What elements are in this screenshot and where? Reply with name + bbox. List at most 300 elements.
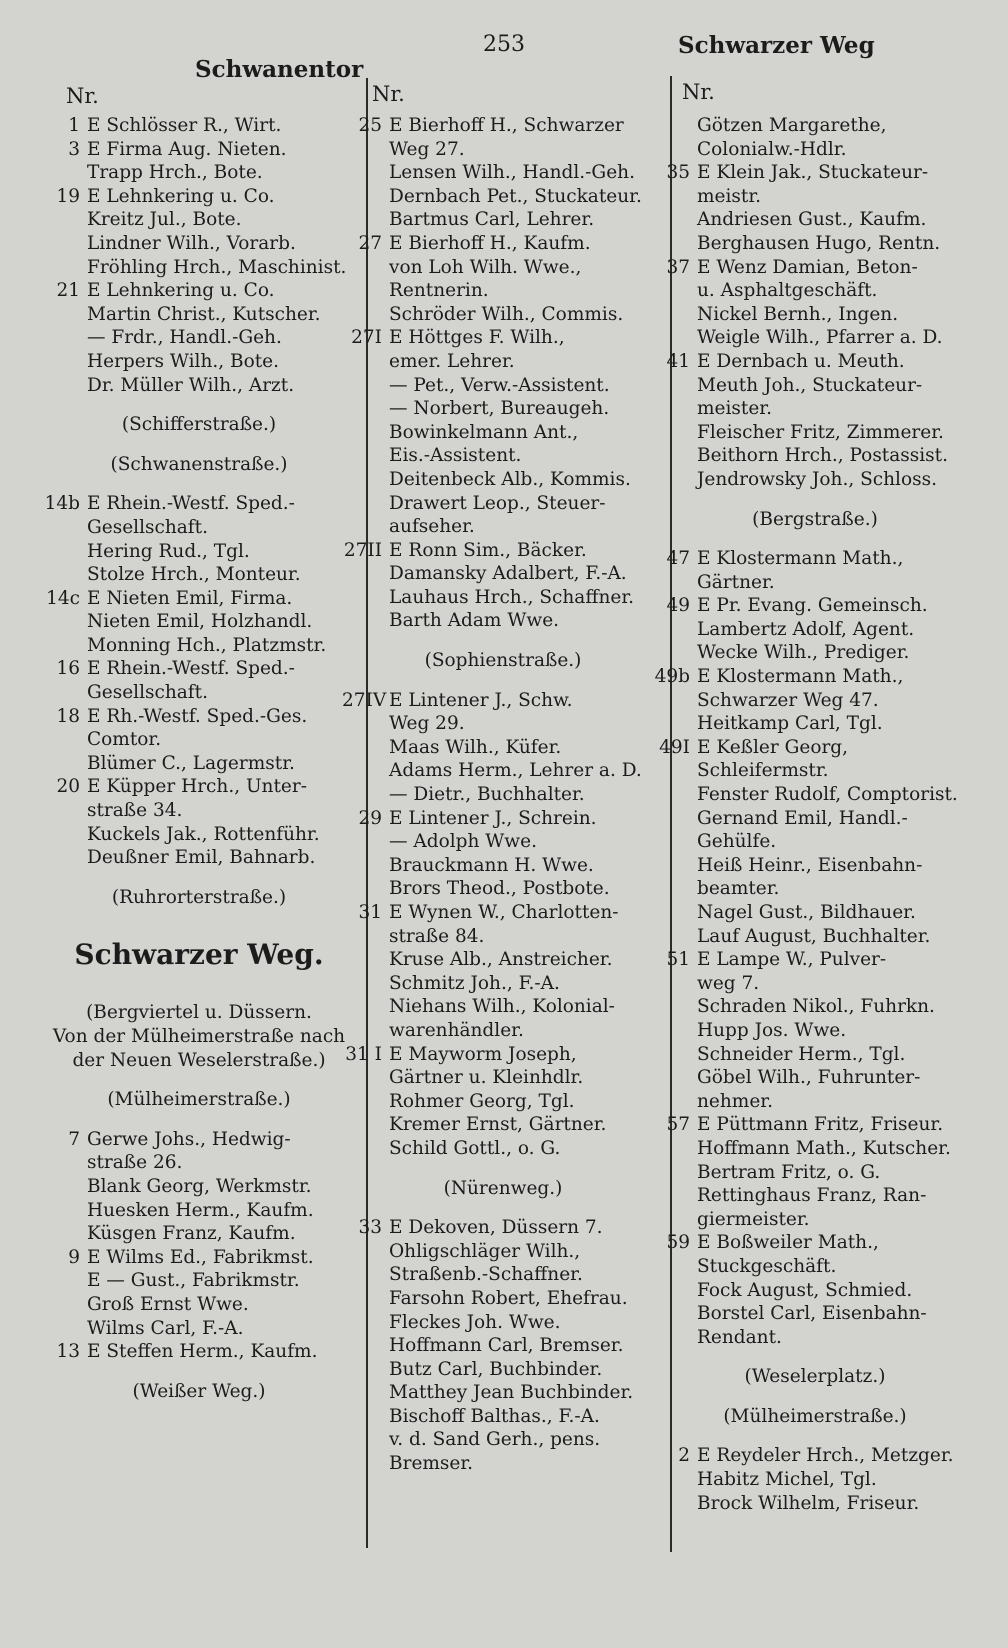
entry-text: weg 7.	[697, 972, 760, 994]
entry-text: E Ronn Sim., Bäcker.	[389, 539, 587, 561]
column-3	[650, 114, 980, 1515]
entry-text: Fleckes Joh. Wwe.	[389, 1311, 561, 1333]
entry-text: Weg 29.	[389, 713, 465, 735]
entry-text: Deußner Emil, Bahnarb.	[87, 847, 316, 869]
entry-text: Niehans Wilh., Kolonial-	[389, 996, 615, 1018]
entry-text: Andriesen Gust., Kaufm.	[697, 209, 927, 231]
entry-text: Lambertz Adolf, Agent.	[697, 618, 915, 640]
directory-entry	[650, 1302, 980, 1326]
directory-entry	[650, 232, 980, 256]
directory-entry	[342, 948, 664, 972]
directory-entry	[40, 846, 358, 870]
house-number: 49	[666, 595, 690, 617]
nr-label-col3: Nr.	[682, 80, 715, 104]
entry-text: Lauf August, Buchhalter.	[697, 925, 931, 947]
entry-text: Monning Hch., Platzmstr.	[87, 634, 327, 656]
entry-text: u. Asphaltgeschäft.	[697, 280, 878, 302]
directory-entry	[40, 705, 358, 729]
directory-entry	[40, 256, 358, 280]
directory-entry	[650, 972, 980, 996]
house-number: 47	[666, 548, 690, 570]
nr-label-col2: Nr.	[372, 82, 405, 106]
entry-text: E Küpper Hrch., Unter-	[87, 776, 307, 798]
entry-text: Schleifermstr.	[697, 760, 829, 782]
entry-text: Hoffmann Carl, Bremser.	[389, 1335, 624, 1357]
entry-text: E — Gust., Fabrikmstr.	[87, 1270, 300, 1292]
entry-text: von Loh Wilh. Wwe.,	[389, 256, 582, 278]
entry-text: E Wilms Ed., Fabrikmst.	[87, 1246, 314, 1268]
directory-entry	[40, 185, 358, 209]
street-heading: (Mülheimerstraße.)	[723, 1405, 907, 1427]
directory-entry	[40, 350, 358, 374]
entry-text: straße 84.	[389, 925, 485, 947]
directory-entry	[40, 1151, 358, 1175]
directory-entry	[40, 823, 358, 847]
street-heading: (Schifferstraße.)	[121, 414, 277, 436]
entry-text: Bowinkelmann Ant.,	[389, 421, 579, 443]
house-number: 49I	[659, 736, 690, 758]
entry-text: meistr.	[697, 185, 762, 207]
entry-text: Schwarzer Weg 47.	[697, 689, 879, 711]
directory-entry	[342, 1090, 664, 1114]
directory-entry	[342, 161, 664, 185]
directory-entry	[342, 901, 664, 925]
entry-text: Fenster Rudolf, Comptorist.	[697, 784, 958, 806]
entry-text: meister.	[697, 398, 772, 420]
entry-text: E Lampe W., Pulver-	[697, 949, 887, 971]
column-1	[40, 114, 358, 1403]
directory-entry	[40, 610, 358, 634]
entry-text: Schröder Wilh., Commis.	[389, 303, 624, 325]
directory-entry	[40, 587, 358, 611]
directory-entry	[342, 1405, 664, 1429]
directory-entry	[650, 1019, 980, 1043]
street-heading: (Schwanenstraße.)	[110, 453, 288, 475]
house-number: 35	[666, 162, 690, 184]
entry-text: Straßenb.-Schaffner.	[389, 1264, 583, 1286]
entry-text: Brors Theod., Postbote.	[389, 878, 610, 900]
house-number: 20	[56, 776, 80, 798]
house-number: 14c	[46, 587, 80, 609]
house-number: 2	[678, 1445, 690, 1467]
entry-text: Lindner Wilh., Vorarb.	[87, 232, 296, 254]
entry-text: E Steffen Herm., Kaufm.	[87, 1341, 318, 1363]
directory-entry	[650, 1113, 980, 1137]
directory-entry	[342, 468, 664, 492]
entry-text: — Dietr., Buchhalter.	[389, 784, 585, 806]
directory-entry	[342, 1066, 664, 1090]
entry-text: Dr. Müller Wilh., Arzt.	[87, 374, 295, 396]
street-heading: (Weselerplatz.)	[744, 1366, 886, 1388]
page-number: 253	[483, 32, 525, 57]
directory-entry	[40, 563, 358, 587]
street-heading: (Nürenweg.)	[443, 1177, 563, 1199]
nr-label-col1: Nr.	[66, 84, 99, 108]
directory-entry	[342, 256, 664, 280]
entry-text: — Adolph Wwe.	[389, 831, 537, 853]
street-heading: (Sophienstraße.)	[424, 650, 582, 672]
directory-entry	[650, 1137, 980, 1161]
directory-entry	[342, 1311, 664, 1335]
entry-text: Bremser.	[389, 1453, 474, 1475]
entry-text: Stolze Hrch., Monteur.	[87, 564, 301, 586]
entry-text: E Klein Jak., Stuckateur-	[697, 162, 929, 184]
directory-entry	[342, 1428, 664, 1452]
entry-text: Comtor.	[87, 729, 162, 751]
directory-entry	[650, 854, 980, 878]
entry-text: Blank Georg, Werkmstr.	[87, 1175, 312, 1197]
directory-entry	[40, 775, 358, 799]
directory-entry	[650, 618, 980, 642]
entry-text: Gärtner.	[697, 571, 775, 593]
directory-entry	[40, 1340, 358, 1364]
entry-text: Hering Rud., Tgl.	[87, 540, 250, 562]
directory-entry	[650, 901, 980, 925]
directory-entry	[342, 759, 664, 783]
directory-entry	[342, 1043, 664, 1067]
entry-text: straße 34.	[87, 800, 183, 822]
directory-entry	[650, 161, 980, 185]
directory-entry	[650, 995, 980, 1019]
directory-entry	[342, 1113, 664, 1137]
directory-entry	[342, 279, 664, 303]
directory-entry	[342, 972, 664, 996]
entry-text: E Keßler Georg,	[697, 736, 849, 758]
entry-text: Gerwe Johs., Hedwig-	[87, 1128, 291, 1150]
entry-text: Heiß Heinr., Eisenbahn-	[697, 854, 923, 876]
entry-text: E Bierhoff H., Kaufm.	[389, 232, 591, 254]
entry-text: Damansky Adalbert, F.-A.	[389, 563, 627, 585]
directory-entry	[342, 1240, 664, 1264]
house-number: 27I	[351, 327, 382, 349]
directory-entry	[342, 492, 664, 516]
entry-text: aufseher.	[389, 516, 475, 538]
directory-entry	[40, 492, 358, 516]
entry-text: Borstel Carl, Eisenbahn-	[697, 1303, 927, 1325]
directory-entry	[650, 397, 980, 421]
entry-text: Bartmus Carl, Lehrer.	[389, 209, 595, 231]
directory-entry	[40, 1222, 358, 1246]
directory-entry	[342, 1216, 664, 1240]
directory-entry	[40, 1128, 358, 1152]
street-heading: (Bergstraße.)	[752, 508, 878, 530]
entry-text: Maas Wilh., Küfer.	[389, 736, 562, 758]
directory-entry	[650, 279, 980, 303]
directory-entry	[650, 759, 980, 783]
directory-entry	[342, 854, 664, 878]
street-heading: (Weißer Weg.)	[132, 1380, 266, 1402]
directory-entry	[342, 421, 664, 445]
directory-entry	[40, 728, 358, 752]
directory-entry	[342, 586, 664, 610]
entry-text: nehmer.	[697, 1090, 773, 1112]
house-number: 7	[68, 1128, 80, 1150]
entry-text: Schild Gottl., o. G.	[389, 1137, 561, 1159]
house-number: 57	[666, 1114, 690, 1136]
house-number: 18	[56, 705, 80, 727]
directory-entry	[650, 114, 980, 138]
entry-text: Rendant.	[697, 1326, 782, 1348]
entry-text: Fleischer Fritz, Zimmerer.	[697, 421, 944, 443]
entry-text: giermeister.	[697, 1208, 810, 1230]
directory-entry	[650, 571, 980, 595]
directory-entry	[650, 185, 980, 209]
directory-entry	[650, 468, 980, 492]
directory-entry	[342, 712, 664, 736]
directory-entry	[342, 609, 664, 633]
directory-entry	[40, 374, 358, 398]
entry-text: Weigle Wilh., Pfarrer a. D.	[697, 327, 943, 349]
section-desc-line: Von der Mülheimerstraße nach	[52, 1026, 346, 1047]
entry-text: Kuckels Jak., Rottenführ.	[87, 823, 320, 845]
column-2	[342, 114, 664, 1476]
entry-text: Göbel Wilh., Fuhrunter-	[697, 1067, 921, 1089]
directory-entry	[650, 1043, 980, 1067]
directory-entry	[40, 232, 358, 256]
house-number: 51	[666, 949, 690, 971]
entry-text: Beithorn Hrch., Postassist.	[697, 445, 948, 467]
entry-text: straße 26.	[87, 1152, 183, 1174]
entry-text: Schraden Nikol., Fuhrkn.	[697, 996, 935, 1018]
directory-entry	[40, 1269, 358, 1293]
entry-text: Kremer Ernst, Gärtner.	[389, 1114, 607, 1136]
entry-text: Fock August, Schmied.	[697, 1279, 913, 1301]
directory-entry	[650, 303, 980, 327]
directory-entry	[650, 1208, 980, 1232]
directory-entry	[650, 736, 980, 760]
directory-entry	[650, 208, 980, 232]
directory-entry	[650, 138, 980, 162]
entry-text: Gärtner u. Kleinhdlr.	[389, 1067, 584, 1089]
directory-entry	[650, 421, 980, 445]
directory-entry	[40, 1199, 358, 1223]
directory-entry	[342, 1019, 664, 1043]
entry-text: Stuckgeschäft.	[697, 1255, 837, 1277]
entry-text: Barth Adam Wwe.	[389, 610, 560, 632]
directory-entry	[342, 303, 664, 327]
entry-text: Blümer C., Lagermstr.	[87, 752, 295, 774]
directory-entry	[40, 138, 358, 162]
house-number: 25	[358, 115, 382, 136]
entry-text: Gesellschaft.	[87, 516, 208, 538]
directory-entry	[342, 374, 664, 398]
house-number: 1	[68, 115, 80, 136]
entry-text: Farsohn Robert, Ehefrau.	[389, 1287, 628, 1309]
house-number: 31	[358, 902, 382, 923]
directory-entry	[40, 657, 358, 681]
entry-text: Rentnerin.	[389, 280, 489, 302]
directory-entry	[650, 1090, 980, 1114]
directory-entry	[40, 681, 358, 705]
directory-entry	[342, 925, 664, 949]
directory-entry	[650, 712, 980, 736]
entry-text: E Lehnkering u. Co.	[87, 280, 275, 302]
entry-text: Wilms Carl, F.-A.	[87, 1317, 244, 1339]
directory-entry	[342, 208, 664, 232]
house-number: 27	[358, 232, 382, 254]
entry-text: E Rhein.-Westf. Sped.-	[87, 493, 295, 515]
entry-text: Götzen Margarethe,	[697, 115, 887, 136]
directory-entry	[650, 925, 980, 949]
directory-entry	[342, 350, 664, 374]
directory-entry	[650, 326, 980, 350]
house-number: 27II	[343, 539, 382, 561]
entry-text: E Boßweiler Math.,	[697, 1232, 879, 1254]
entry-text: Herpers Wilh., Bote.	[87, 350, 280, 372]
entry-text: E Schlösser R., Wirt.	[87, 115, 282, 136]
directory-entry	[342, 689, 664, 713]
entry-text: Hupp Jos. Wwe.	[697, 1019, 847, 1041]
directory-entry	[342, 1137, 664, 1161]
entry-text: Brauckmann H. Wwe.	[389, 854, 594, 876]
entry-text: Bertram Fritz, o. G.	[697, 1161, 881, 1183]
directory-entry	[40, 208, 358, 232]
directory-entry	[342, 1287, 664, 1311]
entry-text: — Frdr., Handl.-Geh.	[87, 327, 282, 349]
entry-text: E Dernbach u. Meuth.	[697, 350, 905, 372]
house-number: 33	[358, 1217, 382, 1239]
directory-entry	[342, 138, 664, 162]
entry-text: Fröhling Hrch., Maschinist.	[87, 256, 347, 278]
directory-entry	[650, 1492, 980, 1516]
entry-text: E Reydeler Hrch., Metzger.	[697, 1445, 954, 1467]
entry-text: E Klostermann Math.,	[697, 548, 904, 570]
entry-text: E Püttmann Fritz, Friseur.	[697, 1114, 944, 1136]
directory-entry	[40, 114, 358, 138]
entry-text: Heitkamp Carl, Tgl.	[697, 713, 883, 735]
entry-text: Butz Carl, Buchbinder.	[389, 1358, 603, 1380]
directory-entry	[650, 1444, 980, 1468]
directory-entry	[650, 1231, 980, 1255]
entry-text: Deitenbeck Alb., Kommis.	[389, 468, 631, 490]
entry-text: Jendrowsky Joh., Schloss.	[697, 468, 937, 490]
directory-entry	[650, 1066, 980, 1090]
entry-text: E Nieten Emil, Firma.	[87, 587, 293, 609]
entry-text: Habitz Michel, Tgl.	[697, 1469, 877, 1491]
directory-entry	[650, 1184, 980, 1208]
entry-text: Gernand Emil, Handl.-	[697, 807, 908, 829]
entry-text: Nagel Gust., Bildhauer.	[697, 902, 916, 923]
entry-text: Drawert Leop., Steuer-	[389, 492, 606, 514]
header-right: Schwarzer Weg	[678, 32, 875, 59]
entry-text: Martin Christ., Kutscher.	[87, 303, 321, 325]
directory-entry	[342, 114, 664, 138]
directory-entry	[40, 1246, 358, 1270]
entry-text: v. d. Sand Gerh., pens.	[389, 1429, 601, 1451]
directory-entry	[40, 799, 358, 823]
entry-text: emer. Lehrer.	[389, 350, 515, 372]
directory-entry	[342, 539, 664, 563]
directory-entry	[342, 1334, 664, 1358]
entry-text: Brock Wilhelm, Friseur.	[697, 1492, 920, 1514]
directory-entry	[650, 948, 980, 972]
entry-text: Bischoff Balthas., F.-A.	[389, 1405, 600, 1427]
directory-entry	[342, 1452, 664, 1476]
entry-text: Lauhaus Hrch., Schaffner.	[389, 586, 635, 608]
house-number: 21	[56, 280, 80, 302]
house-number: 27IV	[342, 689, 387, 711]
directory-entry	[650, 547, 980, 571]
section-title: Schwarzer Weg.	[74, 938, 324, 972]
directory-entry	[650, 1255, 980, 1279]
house-number: 3	[68, 138, 80, 160]
directory-entry	[40, 752, 358, 776]
entry-text: Gehülfe.	[697, 831, 777, 853]
directory-entry	[342, 995, 664, 1019]
entry-text: — Norbert, Bureaugeh.	[389, 398, 610, 420]
entry-text: E Dekoven, Düssern 7.	[389, 1217, 603, 1239]
directory-entry	[342, 444, 664, 468]
directory-entry	[342, 232, 664, 256]
directory-entry	[650, 877, 980, 901]
directory-entry	[650, 350, 980, 374]
entry-text: Weg 27.	[389, 138, 465, 160]
directory-entry	[342, 326, 664, 350]
directory-entry	[40, 1317, 358, 1341]
street-heading: (Ruhrorterstraße.)	[111, 886, 287, 908]
entry-text: Meuth Joh., Stuckateur-	[697, 374, 923, 396]
directory-entry	[650, 1326, 980, 1350]
entry-text: Rohmer Georg, Tgl.	[389, 1090, 575, 1112]
house-number: 49b	[654, 666, 690, 688]
directory-entry	[342, 515, 664, 539]
entry-text: Lensen Wilh., Handl.-Geh.	[389, 162, 635, 184]
directory-entry	[40, 1175, 358, 1199]
entry-text: Gesellschaft.	[87, 682, 208, 704]
entry-text: Trapp Hrch., Bote.	[87, 162, 263, 184]
directory-entry	[650, 256, 980, 280]
house-number: 29	[358, 807, 382, 829]
house-number: 19	[56, 185, 80, 207]
entry-text: E Rhein.-Westf. Sped.-	[87, 658, 295, 680]
entry-text: Hoffmann Math., Kutscher.	[697, 1137, 951, 1159]
house-number: 31 I	[345, 1043, 382, 1065]
entry-text: Kruse Alb., Anstreicher.	[389, 949, 613, 971]
entry-text: Kreitz Jul., Bote.	[87, 209, 242, 231]
entry-text: E Wenz Damian, Beton-	[697, 256, 918, 278]
entry-text: E Pr. Evang. Gemeinsch.	[697, 595, 928, 617]
directory-entry	[342, 562, 664, 586]
directory-entry	[650, 594, 980, 618]
entry-text: E Rh.-Westf. Sped.-Ges.	[87, 705, 308, 727]
directory-entry	[342, 736, 664, 760]
directory-entry	[650, 1468, 980, 1492]
directory-entry	[40, 1293, 358, 1317]
entry-text: E Klostermann Math.,	[697, 666, 904, 688]
entry-text: Huesken Herm., Kaufm.	[87, 1199, 314, 1221]
section-desc-line: (Bergviertel u. Düssern.	[86, 1002, 312, 1024]
section-desc-line: der Neuen Weselerstraße.)	[72, 1049, 326, 1071]
entry-text: E Lintener J., Schrein.	[389, 807, 597, 829]
directory-entry	[650, 665, 980, 689]
house-number: 59	[666, 1232, 690, 1254]
house-number: 37	[666, 256, 690, 278]
directory-entry	[40, 279, 358, 303]
directory-entry	[650, 1161, 980, 1185]
entry-text: E Lintener J., Schw.	[389, 689, 573, 711]
directory-entry	[342, 783, 664, 807]
street-heading: (Mülheimerstraße.)	[107, 1089, 291, 1111]
entry-text: Berghausen Hugo, Rentn.	[697, 232, 941, 254]
entry-text: — Pet., Verw.-Assistent.	[389, 374, 610, 396]
directory-entry	[342, 807, 664, 831]
directory-entry	[650, 1279, 980, 1303]
entry-text: Dernbach Pet., Stuckateur.	[389, 185, 642, 207]
directory-entry	[342, 397, 664, 421]
directory-entry	[40, 634, 358, 658]
entry-text: beamter.	[697, 878, 780, 900]
directory-entry	[342, 877, 664, 901]
